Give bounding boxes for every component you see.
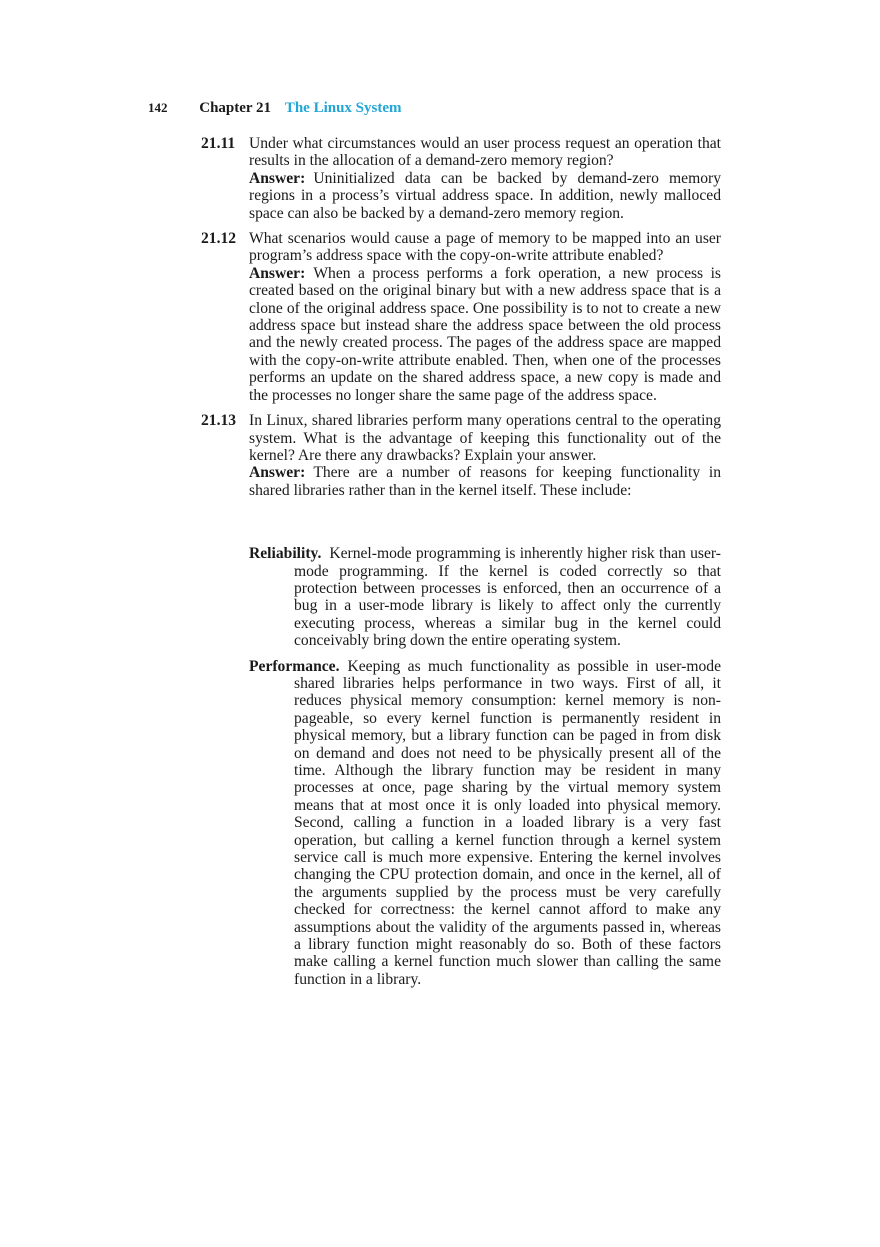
answer-text: Uninitialized data can be backed by demand-zero memory regions in a process’s virtual address space. In addition, newly malloced space can also be backed by a demand-zero memory region. xyxy=(249,169,721,222)
exercise-answer xyxy=(249,464,721,499)
running-header xyxy=(148,100,402,117)
answer-label: Answer: xyxy=(249,464,306,482)
exercise-number: 21.11 xyxy=(201,135,236,152)
page-number: 142 xyxy=(148,100,168,115)
item-text: Kernel-mode programming is inherently higher risk than user-mode programming. If the kernel is coded correctly so that protection between processes is enforced, then an occurrence of a bug in a user-mode library is likely to affect only the currently executing process, whereas a similar bug in the kernel could conceivably bring down the entire operating system. xyxy=(294,545,721,650)
exercise-number: 21.13 xyxy=(201,412,237,430)
answer-text: When a process performs a fork operation, a new process is created based on the original binary but with a new address space that is a clone of the original address space. One possibility is to not to create a new address space but instead share the address space between the old process and the newly created process. The pages of the address space are mapped with the copy-on-write attribute enabled. Then, when one of the processes performs an update on the shared address space, a new copy is made and the processes no longer share the same page of the address space. xyxy=(249,264,721,404)
exercise-21-13 xyxy=(201,412,721,499)
list-item-performance xyxy=(249,658,721,989)
page-body xyxy=(201,135,721,996)
exercise-question: Under what circumstances would an user process request an operation that results in the allocation of a demand-zero memory region? xyxy=(249,135,721,170)
answer-label: Answer: xyxy=(249,264,306,282)
exercise-21-12 xyxy=(201,230,721,404)
chapter-label: Chapter 21 xyxy=(199,100,272,116)
list-item-reliability xyxy=(249,545,721,649)
item-term: Performance. xyxy=(249,657,340,675)
item-text: Keeping as much functionality as possible in user-mode shared libraries helps performance in two ways. First of all, it reduces physical memory consumption: kernel memory is non-pageable, so every kernel function is permanently resident in physical memory, but a library function can be paged in from disk on demand and does not need to be physically present all of the time. Although the library function may be resident in many processes at once, page sharing by the virtual memory system means that at most once it is only loaded into physical memory. Second, calling a function in a loaded library is a very fast operation, but calling a kernel function through a kernel system service call is much more expensive. Entering the kernel involves changing the CPU protection domain, and once in the kernel, all of the arguments supplied by the process must be very carefully checked for correctness: the kernel cannot afford to make any assumptions about the validity of the arguments passed in, whereas a library function might reasonably do so. Both of these factors make calling a kernel function much slower than calling the same function in a library. xyxy=(294,657,721,988)
item-term: Reliability. xyxy=(249,545,322,563)
exercise-21-11 xyxy=(201,135,721,222)
exercise-number: 21.12 xyxy=(201,230,237,248)
exercise-question: In Linux, shared libraries perform many operations central to the operating system. What is the advantage of keeping this functionality out of the kernel? Are there any drawbacks? Explain your answer. xyxy=(249,412,721,464)
exercise-question: What scenarios would cause a page of memory to be mapped into an user program’s address space with the copy-on-write attribute enabled? xyxy=(249,230,721,265)
answer-label: Answer: xyxy=(249,169,306,187)
section-gap xyxy=(201,507,721,545)
exercise-answer xyxy=(249,170,721,222)
answer-text: There are a number of reasons for keeping functionality in shared libraries rather than in the kernel itself. These include: xyxy=(249,464,721,499)
chapter-title: The Linux System xyxy=(284,100,402,116)
exercise-answer xyxy=(249,265,721,404)
